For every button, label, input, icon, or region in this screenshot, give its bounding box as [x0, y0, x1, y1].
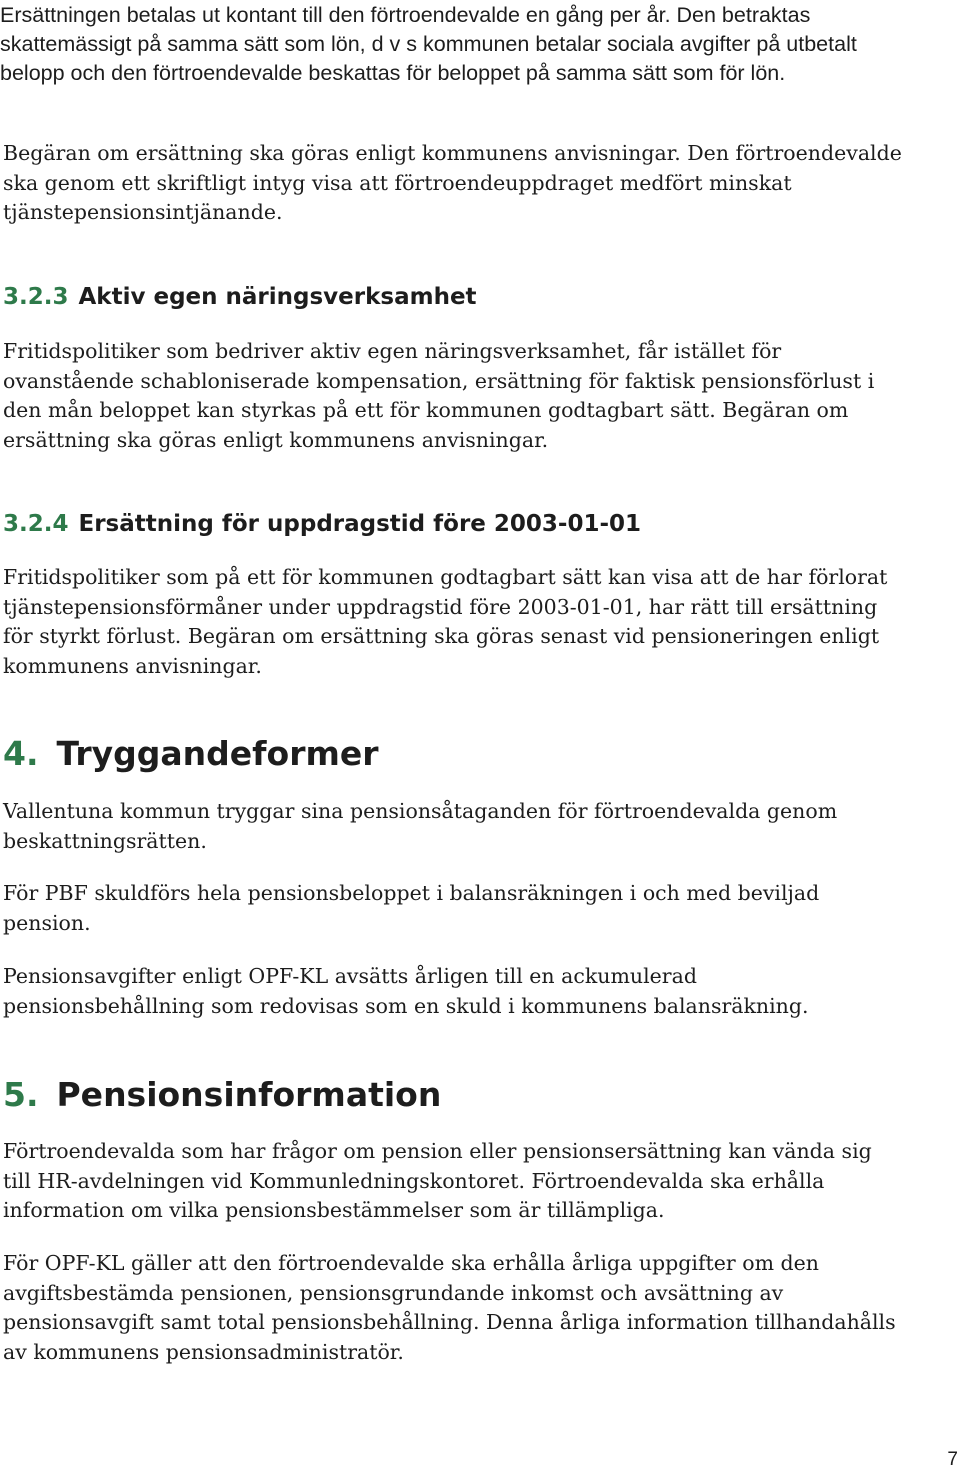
paragraph-section-3-2-4: Fritidspolitiker som på ett för kommunen godtagbart sätt kan visa att de har förlorat tjänstepensionsförmåner under uppdragstid före 2003-01-01, har rätt till ersättning för styrkt förlust. Begäran om ersättning ska göras senast vid pensioneringen enligt kommunens anvisningar.	[3, 565, 888, 678]
paragraph-section-4-3: Pensionsavgifter enligt OPF-KL avsätts årligen till en ackumulerad pensionsbehållning som redovisas som en skuld i kommunens balansräkning.	[3, 964, 809, 1018]
heading-number: 5.	[3, 1075, 39, 1114]
heading-3-2-4	[3, 509, 641, 539]
heading-3-2-3	[3, 282, 477, 312]
paragraph-section-4-2: För PBF skuldförs hela pensionsbeloppet i balansräkningen i och med beviljad pension.	[3, 881, 820, 935]
heading-number: 3.2.4	[3, 511, 69, 537]
paragraph-section-3-2-3: Fritidspolitiker som bedriver aktiv egen näringsverksamhet, får istället för ovanstående schabloniserade kompensation, ersättning för faktisk pensionsförlust i den mån beloppet kan styrkas på ett för kommunen godtagbart sätt. Begäran om ersättning ska göras enligt kommunens anvisningar.	[3, 339, 875, 452]
paragraph-request-rules: Begäran om ersättning ska göras enligt kommunens anvisningar. Den förtroendevalde ska genom ett skriftligt intyg visa att förtroendeuppdraget medfört minskat tjänstepensionsintjänande.	[3, 141, 902, 224]
page-number: 7	[947, 1449, 958, 1470]
paragraph-payment: Ersättningen betalas ut kontant till den förtroendevalde en gång per år. Den betraktas skattemässigt på samma sätt som lön, d v s kommunen betalar sociala avgifter på utbetalt belopp och den förtroendevalde beskattas för beloppet på samma sätt som för lön.	[0, 3, 857, 85]
heading-number: 3.2.3	[3, 284, 69, 310]
heading-title: Tryggandeformer	[56, 734, 379, 773]
heading-title: Aktiv egen näringsverksamhet	[78, 284, 477, 310]
heading-section-4	[3, 734, 379, 774]
paragraph-section-4-1: Vallentuna kommun tryggar sina pensionsåtaganden för förtroendevalda genom beskattningsrätten.	[3, 799, 838, 853]
heading-section-5	[3, 1075, 441, 1115]
paragraph-section-5-1: Förtroendevalda som har frågor om pension eller pensionsersättning kan vända sig till HR-avdelningen vid Kommunledningskontoret. Förtroendevalda ska erhålla information om vilka pensionsbestämmelser som är tillämpliga.	[3, 1139, 872, 1222]
heading-number: 4.	[3, 734, 39, 773]
paragraph-section-5-2: För OPF-KL gäller att den förtroendevalde ska erhålla årliga uppgifter om den avgiftsbestämda pensionen, pensionsgrundande inkomst och avsättning av pensionsavgift samt total pensionsbehållning. Denna årliga information tillhandahålls av kommunens pensionsadministratör.	[3, 1251, 896, 1364]
heading-title: Ersättning för uppdragstid före 2003-01-01	[78, 511, 642, 537]
heading-title: Pensionsinformation	[56, 1075, 442, 1114]
